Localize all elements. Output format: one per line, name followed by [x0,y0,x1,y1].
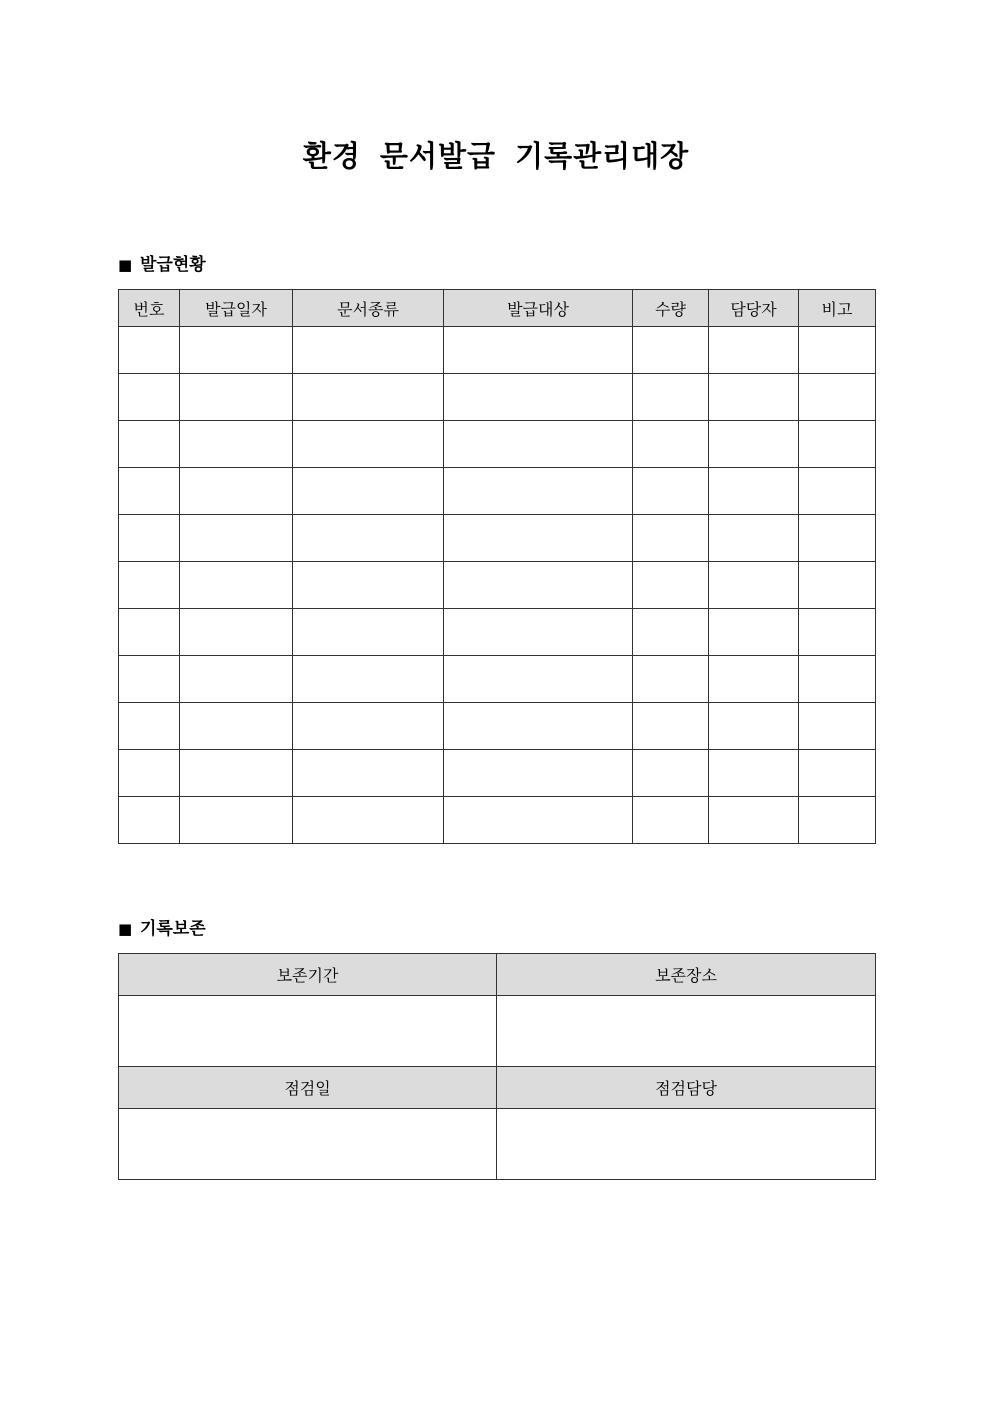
retention-table [118,953,876,1180]
table-cell[interactable] [633,468,709,515]
table-cell[interactable] [799,609,876,656]
section-heading-label: 기록보존 [140,919,206,939]
retention-period-cell[interactable] [119,996,497,1067]
table-cell[interactable] [799,750,876,797]
table-cell[interactable] [180,562,293,609]
column-header-retention-location: 보존장소 [497,954,876,996]
table-row [119,703,876,750]
table-cell[interactable] [633,327,709,374]
table-cell[interactable] [293,374,444,421]
table-cell[interactable] [709,562,799,609]
table-cell[interactable] [799,421,876,468]
table-row [119,562,876,609]
table-cell[interactable] [180,468,293,515]
table-cell[interactable] [709,797,799,844]
table-cell[interactable] [709,609,799,656]
table-cell[interactable] [119,374,180,421]
column-header-remarks: 비고 [799,290,876,327]
column-header-retention-period: 보존기간 [119,954,497,996]
table-cell[interactable] [799,374,876,421]
table-cell[interactable] [709,703,799,750]
table-cell[interactable] [444,562,633,609]
section-heading-issuance [118,253,206,277]
table-cell[interactable] [180,327,293,374]
column-header-inspector: 점검담당 [497,1067,876,1109]
table-cell[interactable] [444,515,633,562]
table-row [119,421,876,468]
table-cell[interactable] [633,609,709,656]
table-cell[interactable] [633,515,709,562]
column-header-number: 번호 [119,290,180,327]
table-cell[interactable] [709,750,799,797]
table-cell[interactable] [293,421,444,468]
table-header-row [119,954,876,996]
table-cell[interactable] [799,468,876,515]
table-cell[interactable] [293,656,444,703]
table-cell[interactable] [180,421,293,468]
table-row [119,996,876,1067]
table-cell[interactable] [444,703,633,750]
section-heading-retention [118,917,206,941]
retention-location-cell[interactable] [497,996,876,1067]
table-row [119,609,876,656]
table-cell[interactable] [180,750,293,797]
table-cell[interactable] [444,750,633,797]
table-cell[interactable] [293,468,444,515]
column-header-quantity: 수량 [633,290,709,327]
table-cell[interactable] [799,562,876,609]
table-row [119,327,876,374]
table-cell[interactable] [709,374,799,421]
inspection-date-cell[interactable] [119,1109,497,1180]
table-cell[interactable] [119,609,180,656]
table-cell[interactable] [180,609,293,656]
table-cell[interactable] [633,750,709,797]
table-row [119,797,876,844]
table-cell[interactable] [293,750,444,797]
table-cell[interactable] [709,421,799,468]
table-cell[interactable] [180,374,293,421]
table-cell[interactable] [799,797,876,844]
table-cell[interactable] [633,703,709,750]
table-cell[interactable] [180,656,293,703]
table-row [119,750,876,797]
table-cell[interactable] [119,421,180,468]
table-cell[interactable] [119,327,180,374]
column-header-recipient: 발급대상 [444,290,633,327]
table-cell[interactable] [799,703,876,750]
table-cell[interactable] [293,609,444,656]
table-cell[interactable] [119,562,180,609]
table-header-row [119,290,876,327]
table-cell[interactable] [444,374,633,421]
table-cell[interactable] [633,374,709,421]
table-cell[interactable] [709,515,799,562]
table-cell[interactable] [633,797,709,844]
table-cell[interactable] [119,656,180,703]
table-cell[interactable] [799,656,876,703]
page-title: 환경 문서발급 기록관리대장 [302,139,690,173]
table-cell[interactable] [633,421,709,468]
table-cell[interactable] [709,327,799,374]
column-header-document-type: 문서종류 [293,290,444,327]
table-row [119,656,876,703]
table-cell[interactable] [293,703,444,750]
issuance-table-body [119,327,876,844]
table-row [119,374,876,421]
inspector-cell[interactable] [497,1109,876,1180]
column-header-manager: 담당자 [709,290,799,327]
table-cell[interactable] [293,515,444,562]
column-header-inspection-date: 점검일 [119,1067,497,1109]
square-bullet-icon: ■ [118,920,133,938]
table-cell[interactable] [119,797,180,844]
table-cell[interactable] [293,562,444,609]
column-header-issue-date: 발급일자 [180,290,293,327]
table-cell[interactable] [444,797,633,844]
table-header-row [119,1067,876,1109]
table-cell[interactable] [444,609,633,656]
table-row [119,468,876,515]
table-cell[interactable] [180,703,293,750]
issuance-table [118,289,876,844]
table-cell[interactable] [633,656,709,703]
table-cell[interactable] [444,421,633,468]
table-cell[interactable] [709,468,799,515]
table-cell[interactable] [119,703,180,750]
table-cell[interactable] [444,656,633,703]
table-cell[interactable] [180,797,293,844]
table-row [119,515,876,562]
table-row [119,1109,876,1180]
table-cell[interactable] [119,750,180,797]
square-bullet-icon: ■ [118,256,133,274]
table-cell[interactable] [444,327,633,374]
table-cell[interactable] [633,562,709,609]
table-cell[interactable] [119,515,180,562]
table-cell[interactable] [180,515,293,562]
table-cell[interactable] [293,327,444,374]
table-cell[interactable] [799,515,876,562]
table-cell[interactable] [709,656,799,703]
table-cell[interactable] [444,468,633,515]
table-cell[interactable] [799,327,876,374]
table-cell[interactable] [293,797,444,844]
table-cell[interactable] [119,468,180,515]
section-heading-label: 발급현황 [140,255,206,275]
